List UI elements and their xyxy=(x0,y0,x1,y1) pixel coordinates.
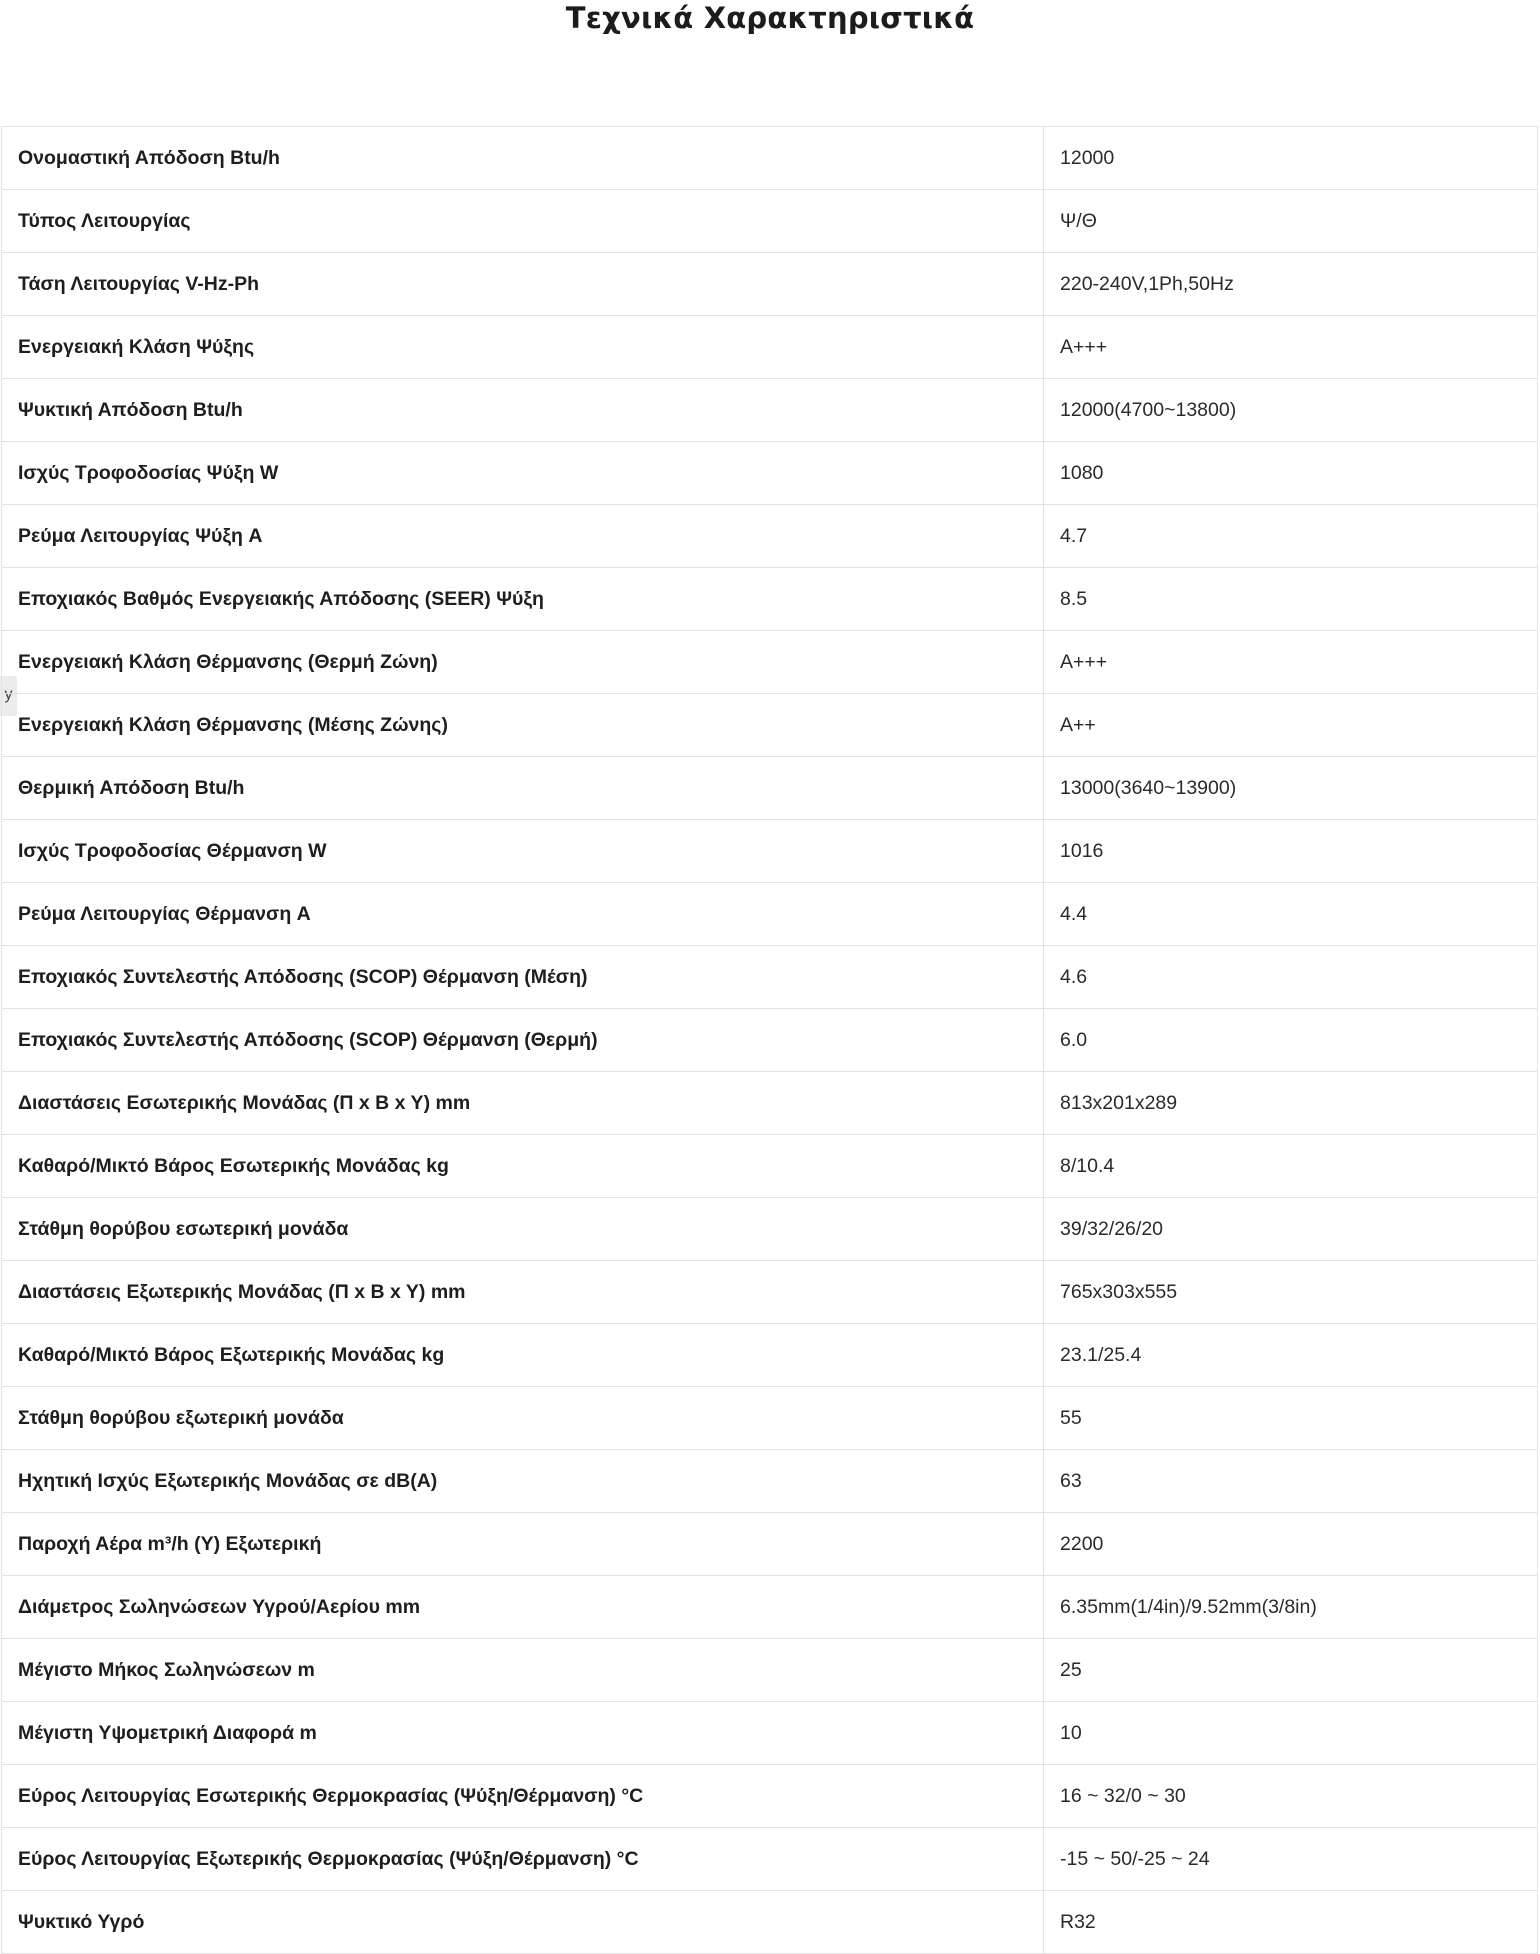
spec-value: -15 ~ 50/-25 ~ 24 xyxy=(1044,1828,1538,1891)
table-row xyxy=(2,1072,1538,1135)
spec-label: Διαστάσεις Εξωτερικής Μονάδας (Π x B x Y) mm xyxy=(2,1261,1044,1324)
table-row xyxy=(2,127,1538,190)
spec-table xyxy=(1,126,1538,1954)
table-row xyxy=(2,442,1538,505)
spec-label: Στάθμη θορύβου εξωτερική μονάδα xyxy=(2,1387,1044,1450)
table-row xyxy=(2,883,1538,946)
spec-label: Ισχύς Τροφοδοσίας Θέρμανση W xyxy=(2,820,1044,883)
spec-value: Ψ/Θ xyxy=(1044,190,1538,253)
spec-label: Μέγιστο Μήκος Σωληνώσεων m xyxy=(2,1639,1044,1702)
spec-label: Εύρος Λειτουργίας Εσωτερικής Θερμοκρασίας (Ψύξη/Θέρμανση) °C xyxy=(2,1765,1044,1828)
table-row xyxy=(2,1702,1538,1765)
spec-label: Διάμετρος Σωληνώσεων Υγρού/Αερίου mm xyxy=(2,1576,1044,1639)
spec-label: Ψυκτικό Υγρό xyxy=(2,1891,1044,1954)
spec-label: Καθαρό/Μικτό Βάρος Εξωτερικής Μονάδας kg xyxy=(2,1324,1044,1387)
side-tab[interactable]: y xyxy=(0,676,17,716)
table-row xyxy=(2,1765,1538,1828)
spec-label: Ψυκτική Απόδοση Btu/h xyxy=(2,379,1044,442)
table-row xyxy=(2,1639,1538,1702)
page-title: Τεχνικά Χαρακτηριστικά xyxy=(565,1,975,35)
spec-label: Ισχύς Τροφοδοσίας Ψύξη W xyxy=(2,442,1044,505)
spec-value: 13000(3640~13900) xyxy=(1044,757,1538,820)
spec-label: Ρεύμα Λειτουργίας Θέρμανση A xyxy=(2,883,1044,946)
spec-value: A+++ xyxy=(1044,316,1538,379)
table-row xyxy=(2,1576,1538,1639)
spec-value: 16 ~ 32/0 ~ 30 xyxy=(1044,1765,1538,1828)
spec-label: Εύρος Λειτουργίας Εξωτερικής Θερμοκρασίας (Ψύξη/Θέρμανση) °C xyxy=(2,1828,1044,1891)
spec-value: A+++ xyxy=(1044,631,1538,694)
spec-value: 25 xyxy=(1044,1639,1538,1702)
spec-value: 2200 xyxy=(1044,1513,1538,1576)
spec-value: 39/32/26/20 xyxy=(1044,1198,1538,1261)
table-row xyxy=(2,190,1538,253)
spec-label: Διαστάσεις Εσωτερικής Μονάδας (Π x B x Y) mm xyxy=(2,1072,1044,1135)
table-row xyxy=(2,316,1538,379)
table-row xyxy=(2,379,1538,442)
table-row xyxy=(2,568,1538,631)
spec-label: Μέγιστη Υψομετρική Διαφορά m xyxy=(2,1702,1044,1765)
table-row xyxy=(2,1198,1538,1261)
spec-value: 8/10.4 xyxy=(1044,1135,1538,1198)
table-row xyxy=(2,1450,1538,1513)
table-row xyxy=(2,757,1538,820)
spec-label: Τάση Λειτουργίας V-Hz-Ph xyxy=(2,253,1044,316)
spec-label: Καθαρό/Μικτό Βάρος Εσωτερικής Μονάδας kg xyxy=(2,1135,1044,1198)
spec-label: Στάθμη θορύβου εσωτερική μονάδα xyxy=(2,1198,1044,1261)
spec-value: 23.1/25.4 xyxy=(1044,1324,1538,1387)
table-row xyxy=(2,1513,1538,1576)
spec-label: Εποχιακός Συντελεστής Απόδοσης (SCOP) Θέρμανση (Θερμή) xyxy=(2,1009,1044,1072)
table-row xyxy=(2,1135,1538,1198)
spec-value: 10 xyxy=(1044,1702,1538,1765)
table-row xyxy=(2,505,1538,568)
spec-table-body xyxy=(2,127,1538,1954)
table-row xyxy=(2,694,1538,757)
spec-label: Ενεργειακή Κλάση Ψύξης xyxy=(2,316,1044,379)
spec-value: A++ xyxy=(1044,694,1538,757)
spec-label: Εποχιακός Συντελεστής Απόδοσης (SCOP) Θέρμανση (Μέση) xyxy=(2,946,1044,1009)
table-row xyxy=(2,946,1538,1009)
spec-value: 6.35mm(1/4in)/9.52mm(3/8in) xyxy=(1044,1576,1538,1639)
table-row xyxy=(2,253,1538,316)
spec-label: Ενεργειακή Κλάση Θέρμανσης (Μέσης Ζώνης) xyxy=(2,694,1044,757)
spec-value: 4.6 xyxy=(1044,946,1538,1009)
spec-label: Εποχιακός Βαθμός Ενεργειακής Απόδοσης (SEER) Ψύξη xyxy=(2,568,1044,631)
spec-label: Ρεύμα Λειτουργίας Ψύξη A xyxy=(2,505,1044,568)
spec-value: 1080 xyxy=(1044,442,1538,505)
spec-label: Ενεργειακή Κλάση Θέρμανσης (Θερμή Ζώνη) xyxy=(2,631,1044,694)
spec-value: 6.0 xyxy=(1044,1009,1538,1072)
spec-value: 55 xyxy=(1044,1387,1538,1450)
table-row xyxy=(2,631,1538,694)
spec-label: Τύπος Λειτουργίας xyxy=(2,190,1044,253)
spec-value: 220-240V,1Ph,50Hz xyxy=(1044,253,1538,316)
spec-value: 12000 xyxy=(1044,127,1538,190)
spec-label: Παροχή Αέρα m³/h (Y) Εξωτερική xyxy=(2,1513,1044,1576)
spec-value: 8.5 xyxy=(1044,568,1538,631)
table-row xyxy=(2,1324,1538,1387)
table-row xyxy=(2,1828,1538,1891)
spec-value: 63 xyxy=(1044,1450,1538,1513)
table-row xyxy=(2,1387,1538,1450)
spec-value: 12000(4700~13800) xyxy=(1044,379,1538,442)
spec-value: 765x303x555 xyxy=(1044,1261,1538,1324)
spec-value: 813x201x289 xyxy=(1044,1072,1538,1135)
spec-value: 1016 xyxy=(1044,820,1538,883)
spec-label: Θερμική Απόδοση Btu/h xyxy=(2,757,1044,820)
table-row xyxy=(2,1009,1538,1072)
spec-value: 4.7 xyxy=(1044,505,1538,568)
spec-label: Ηχητική Ισχύς Εξωτερικής Μονάδας σε dB(A) xyxy=(2,1450,1044,1513)
spec-label: Ονομαστική Απόδοση Btu/h xyxy=(2,127,1044,190)
table-row xyxy=(2,820,1538,883)
spec-value: R32 xyxy=(1044,1891,1538,1954)
table-row xyxy=(2,1891,1538,1954)
spec-value: 4.4 xyxy=(1044,883,1538,946)
table-row xyxy=(2,1261,1538,1324)
